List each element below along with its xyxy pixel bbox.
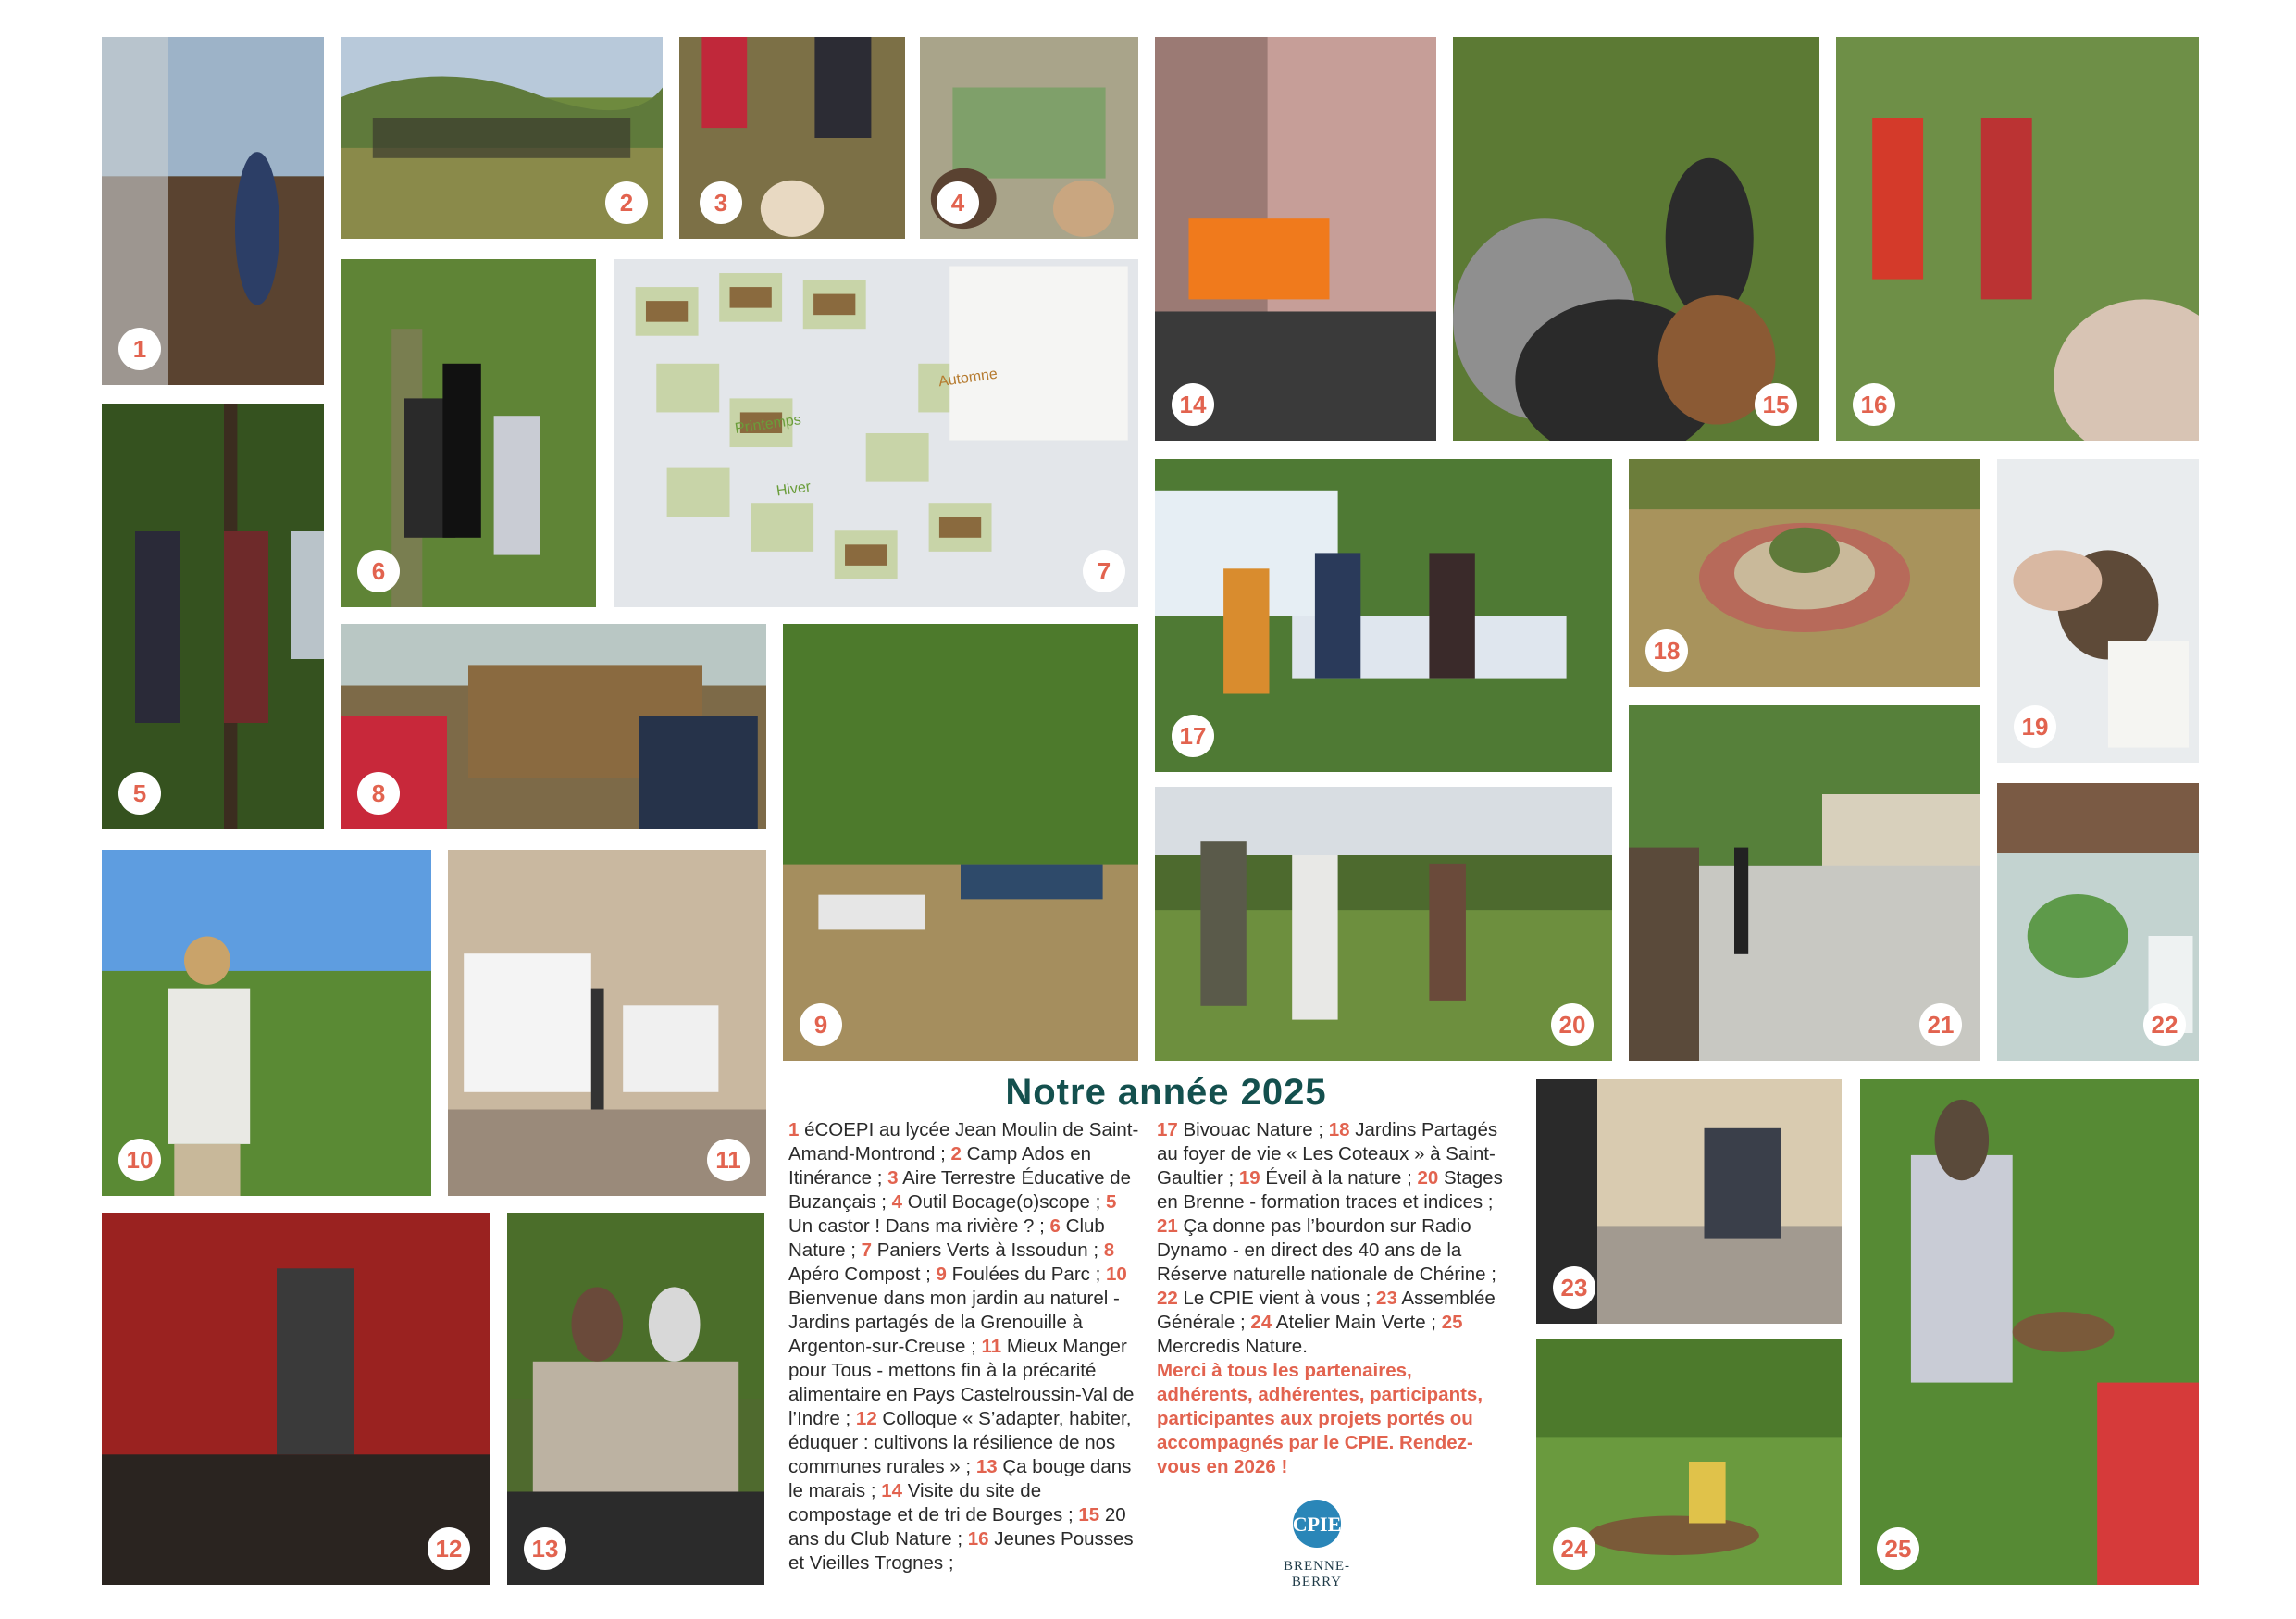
caption-number: 6	[1049, 1215, 1061, 1237]
captions-column-1	[788, 1118, 1142, 1575]
photo-number: 17	[1172, 715, 1214, 757]
photo-number: 7	[1083, 550, 1125, 592]
photo-number: 12	[428, 1527, 470, 1570]
photo-number: 3	[700, 181, 742, 224]
caption-text: éCOEPI au lycée Jean Moulin de Saint-Amand-Montrond ;	[788, 1119, 1139, 1164]
photo-22	[1997, 783, 2199, 1061]
photo-1	[102, 37, 324, 385]
photo-number: 16	[1853, 383, 1895, 426]
caption-text: Mieux Manger pour Tous - mettons fin à la précarité alimentaire en Pays Castelroussin-Val de l’Indre ;	[788, 1336, 1135, 1429]
photo-number: 21	[1919, 1003, 1962, 1046]
caption-number: 21	[1157, 1215, 1178, 1237]
photo-10	[102, 850, 431, 1196]
photo-number: 5	[118, 772, 161, 815]
photo-11	[448, 850, 766, 1196]
photo-4	[920, 37, 1138, 239]
caption-text: Assemblée Générale ;	[1157, 1288, 1496, 1333]
caption-text: Aire Terrestre Éducative de Buzançais ;	[788, 1167, 1131, 1213]
caption-number: 1	[788, 1119, 800, 1140]
photo-number: 4	[937, 181, 979, 224]
caption-number: 4	[891, 1191, 903, 1213]
caption-number: 16	[967, 1528, 989, 1550]
caption-number: 13	[975, 1456, 998, 1477]
caption-number: 17	[1157, 1119, 1178, 1140]
photo-number: 25	[1877, 1527, 1919, 1570]
caption-number: 3	[887, 1167, 899, 1189]
photo-number: 8	[357, 772, 400, 815]
caption-text: Camp Ados en Itinérance ;	[788, 1143, 1092, 1189]
caption-text: Éveil à la nature ;	[1260, 1167, 1418, 1189]
card-label-hiver: Hiver	[775, 479, 813, 500]
photo-number: 20	[1551, 1003, 1594, 1046]
caption-text: Outil Bocage(o)scope ;	[902, 1191, 1106, 1213]
caption-number: 18	[1328, 1119, 1350, 1140]
photo-9	[783, 624, 1138, 1061]
photo-2	[341, 37, 663, 239]
caption-text: Ça bouge dans le marais ;	[788, 1456, 1132, 1501]
cpie-logo	[1266, 1492, 1368, 1589]
photo-14	[1155, 37, 1436, 441]
captions-column-2	[1157, 1118, 1508, 1479]
photo-17	[1155, 459, 1612, 772]
caption-number: 23	[1376, 1288, 1397, 1309]
caption-number: 9	[936, 1264, 947, 1285]
caption-text: Stages en Brenne - formation traces et indices ;	[1157, 1167, 1503, 1213]
caption-text: Jeunes Pousses et Vieilles Trognes ;	[788, 1528, 1134, 1574]
photo-20	[1155, 787, 1612, 1061]
photo-number: 18	[1645, 629, 1688, 672]
photo-number: 15	[1755, 383, 1797, 426]
photo-12	[102, 1213, 490, 1585]
caption-number: 11	[981, 1336, 1002, 1357]
photo-5	[102, 404, 324, 829]
photo-19	[1997, 459, 2199, 763]
photo-13	[507, 1213, 764, 1585]
caption-number: 19	[1238, 1167, 1260, 1189]
caption-text: Bienvenue dans mon jardin au naturel - Jardins partagés de la Grenouille à Argenton-sur-Creuse ;	[788, 1288, 1120, 1357]
svg-text:CPIE: CPIE	[1292, 1513, 1342, 1536]
caption-text: Colloque « S’adapter, habiter, éduquer : cultivons la résilience de nos communes rurales » ;	[788, 1408, 1132, 1477]
caption-text: Apéro Compost ;	[788, 1264, 937, 1285]
caption-text: Jardins Partagés au foyer de vie « Les Coteaux » à Saint-Gaultier ;	[1157, 1119, 1498, 1189]
photo-number: 11	[707, 1139, 750, 1181]
caption-text: Ça donne pas l’bourdon sur Radio Dynamo - en direct des 40 ans de la Réserve naturelle nationale de Chérine ;	[1157, 1215, 1496, 1285]
photo-23	[1536, 1079, 1842, 1324]
photo-number: 23	[1553, 1266, 1595, 1309]
caption-text: Atelier Main Verte ;	[1272, 1312, 1442, 1333]
card-label-printemps: Printemps	[734, 412, 802, 437]
photo-number: 19	[2014, 705, 2056, 748]
photo-number: 14	[1172, 383, 1214, 426]
captions-column-2-list	[1157, 1118, 1508, 1359]
caption-text: Mercredis Nature.	[1157, 1336, 1308, 1357]
photo-7	[614, 259, 1138, 607]
photo-number: 24	[1553, 1527, 1595, 1570]
caption-number: 15	[1078, 1504, 1100, 1526]
photo-number: 9	[800, 1003, 842, 1046]
caption-number: 10	[1105, 1264, 1127, 1285]
photo-18	[1629, 459, 1980, 687]
caption-text: 20 ans du Club Nature ;	[788, 1504, 1126, 1550]
caption-number: 5	[1106, 1191, 1117, 1213]
logo-name: BRENNE-BERRY	[1284, 1559, 1350, 1589]
caption-text: Paniers Verts à Issoudun ;	[872, 1239, 1104, 1261]
caption-number: 12	[855, 1408, 877, 1429]
caption-text: Un castor ! Dans ma rivière ? ;	[788, 1215, 1050, 1237]
caption-number: 22	[1157, 1288, 1178, 1309]
caption-text: Foulées du Parc ;	[946, 1264, 1106, 1285]
photo-number: 2	[605, 181, 648, 224]
card-label-automne: Automne	[937, 366, 999, 391]
photo-15	[1453, 37, 1819, 441]
caption-number: 8	[1103, 1239, 1115, 1261]
photo-number: 6	[357, 550, 400, 592]
photo-8	[341, 624, 766, 829]
photo-21	[1629, 705, 1980, 1061]
photo-16	[1836, 37, 2199, 441]
caption-text: Bivouac Nature ;	[1177, 1119, 1329, 1140]
caption-number: 24	[1250, 1312, 1272, 1333]
caption-number: 14	[881, 1480, 903, 1501]
caption-number: 7	[861, 1239, 873, 1261]
caption-text: Visite du site de compostage et de tri de Bourges ;	[788, 1480, 1079, 1526]
caption-text: Le CPIE vient à vous ;	[1177, 1288, 1377, 1309]
photo-3	[679, 37, 905, 239]
caption-text: Club Nature ;	[788, 1215, 1105, 1261]
photo-24	[1536, 1339, 1842, 1585]
page-title: Notre année 2025	[1005, 1072, 1327, 1113]
photo-6	[341, 259, 596, 607]
photo-25	[1860, 1079, 2199, 1585]
photo-number: 13	[524, 1527, 566, 1570]
thanks-message: Merci à tous les partenaires, adhérents, adhérentes, participants, participantes aux projets portés ou accompagnés par le CPIE. Rendez-vous en 2026 !	[1157, 1360, 1483, 1477]
photo-number: 10	[118, 1139, 161, 1181]
caption-number: 25	[1441, 1312, 1463, 1333]
caption-number: 2	[950, 1143, 962, 1164]
photo-number: 1	[118, 328, 161, 370]
photo-number: 22	[2143, 1003, 2186, 1046]
caption-number: 20	[1417, 1167, 1439, 1189]
